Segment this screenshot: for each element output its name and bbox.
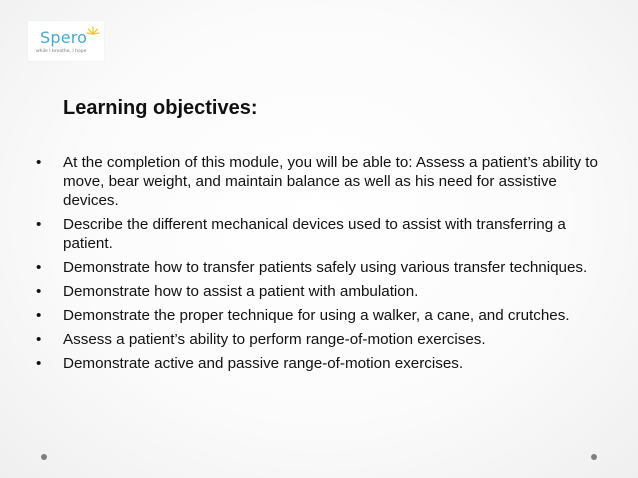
- list-item-text: Demonstrate active and passive range-of-motion exercises.: [63, 355, 464, 372]
- list-item: [36, 306, 606, 325]
- slide-title: Learning objectives:: [63, 97, 258, 119]
- list-item-text: Describe the different mechanical devices used to assist with transferring a patient.: [63, 216, 566, 252]
- bullet-icon: •: [36, 154, 42, 171]
- bullet-icon: •: [36, 331, 42, 348]
- list-item: [36, 330, 606, 349]
- list-item-text: Demonstrate the proper technique for using a walker, a cane, and crutches.: [63, 307, 570, 324]
- list-item: [36, 258, 606, 277]
- sun-rays-icon: [86, 25, 100, 35]
- objectives-list: [36, 153, 606, 378]
- list-item: [36, 153, 606, 210]
- bullet-icon: •: [36, 307, 42, 324]
- bullet-icon: •: [36, 355, 42, 372]
- list-item-text: At the completion of this module, you will be able to: Assess a patient’s ability to move, bear weight, and maintain balance as well as his need for assistive devices.: [63, 154, 598, 209]
- list-item-text: Assess a patient’s ability to perform range-of-motion exercises.: [63, 331, 486, 348]
- logo-tagline: while I breathe, I hope: [36, 49, 87, 54]
- list-item-text: Demonstrate how to assist a patient with ambulation.: [63, 283, 419, 300]
- logo-wordmark: Spero: [40, 28, 88, 47]
- bullet-icon: •: [36, 283, 42, 300]
- list-item: [36, 354, 606, 373]
- bullet-icon: •: [36, 216, 42, 233]
- list-item: [36, 282, 606, 301]
- list-item: [36, 215, 606, 253]
- decorative-dot-right-icon: [591, 454, 597, 460]
- spero-logo: [28, 21, 104, 61]
- bullet-icon: •: [36, 259, 42, 276]
- list-item-text: Demonstrate how to transfer patients safely using various transfer techniques.: [63, 259, 588, 276]
- decorative-dot-left-icon: [41, 454, 47, 460]
